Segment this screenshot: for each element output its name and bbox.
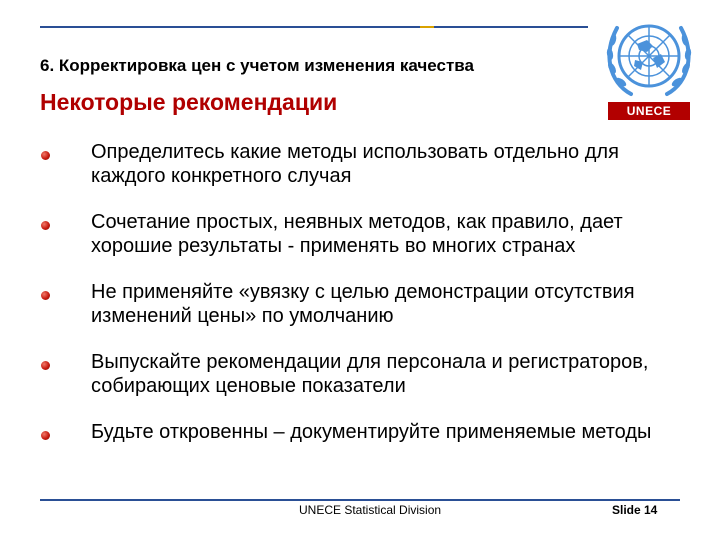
bullet-icon [41,291,50,300]
bullet-text: Выпускайте рекомендации для персонала и регистраторов, собирающих ценовые показатели [91,351,649,397]
bullet-icon [41,221,50,230]
footer-division: UNECE Statistical Division [299,503,442,517]
bullet-item [40,140,680,188]
un-emblem-icon [601,10,697,102]
unece-badge: UNECE [608,102,690,120]
section-title: 6. Корректировка цен с учетом изменения качества [40,56,474,75]
slide-subtitle: Некоторые рекомендации [40,89,338,115]
bullet-text: Не применяйте «увязку с целью демонстрации отсутствия изменений цены» по умолчанию [91,281,635,327]
slide-number: Slide 14 [612,503,658,517]
top-rule-accent [420,26,434,28]
bullet-item [40,210,680,258]
bottom-rule [40,499,680,501]
bullet-text: Сочетание простых, неявных методов, как правило, дает хорошие результаты - применять во многих странах [91,211,623,257]
bullet-text: Будьте откровенны – документируйте применяемые методы [91,421,652,443]
top-rule [40,26,588,28]
bullet-icon [41,151,50,160]
bullet-icon [41,431,50,440]
unece-logo [601,10,697,120]
bullet-text: Определитесь какие методы использовать отдельно для каждого конкретного случая [91,141,619,187]
bullet-item [40,420,680,444]
bullet-item [40,350,680,398]
bullet-item [40,280,680,328]
bullet-icon [41,361,50,370]
bullet-list [40,140,680,466]
